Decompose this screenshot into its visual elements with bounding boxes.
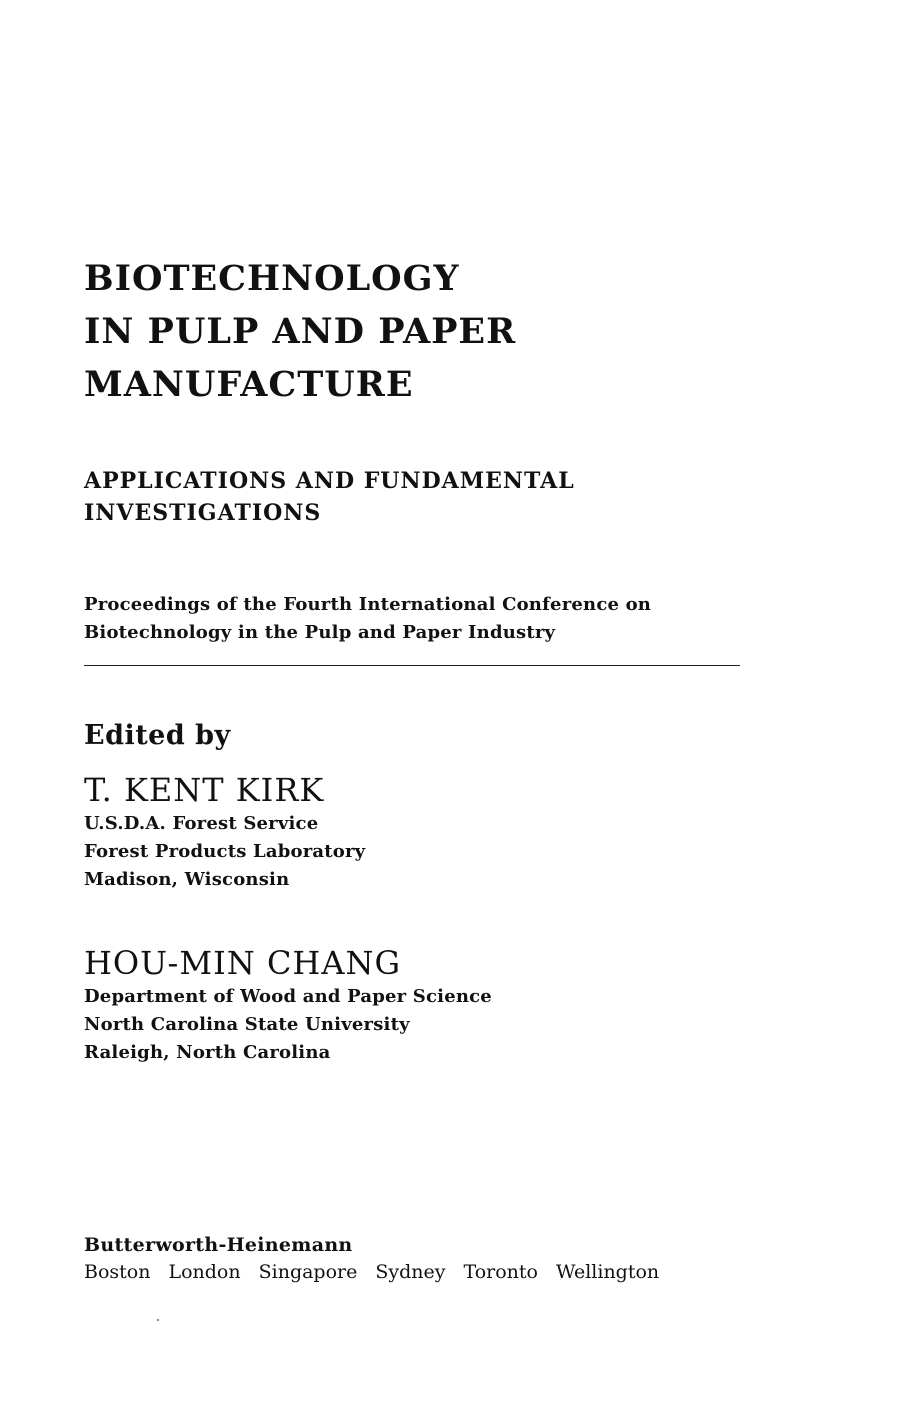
publisher-city: London <box>168 1261 241 1283</box>
editor-block-2 <box>84 943 492 1067</box>
editor-affiliation-line: U.S.D.A. Forest Service <box>84 813 319 834</box>
publisher-name: Butterworth-Heinemann <box>84 1234 353 1256</box>
print-speck <box>157 1319 159 1321</box>
editor-affiliation-line: Forest Products Laboratory <box>84 841 366 862</box>
editor-affiliation-line: Raleigh, North Carolina <box>84 1042 331 1063</box>
book-title-line-2: IN PULP AND PAPER <box>84 311 517 352</box>
publisher-city: Singapore <box>258 1261 358 1283</box>
book-subtitle-line-2: INVESTIGATIONS <box>84 500 322 526</box>
editor-name: T. KENT KIRK <box>84 771 325 809</box>
editor-affiliation-line: Department of Wood and Paper Science <box>84 986 492 1007</box>
book-title-line-3: MANUFACTURE <box>84 364 414 405</box>
proceedings-statement <box>84 591 651 647</box>
editor-affiliation-line: Madison, Wisconsin <box>84 869 290 890</box>
editor-affiliation-line: North Carolina State University <box>84 1014 410 1035</box>
proceedings-line-2: Biotechnology in the Pulp and Paper Industry <box>84 622 556 643</box>
publisher-city: Boston <box>84 1261 151 1283</box>
publisher-city: Toronto <box>463 1261 538 1283</box>
editor-block-1 <box>84 770 365 894</box>
divider-rule <box>84 665 740 666</box>
publisher-city: Wellington <box>555 1261 660 1283</box>
book-subtitle <box>84 465 575 529</box>
publisher-cities <box>84 1258 659 1286</box>
book-subtitle-line-1: APPLICATIONS AND FUNDAMENTAL <box>84 468 575 494</box>
editor-name: HOU-MIN CHANG <box>84 944 401 982</box>
proceedings-line-1: Proceedings of the Fourth International Conference on <box>84 594 652 615</box>
edited-by-label: Edited by <box>84 720 231 751</box>
book-title-line-1: BIOTECHNOLOGY <box>84 258 460 299</box>
publisher-city: Sydney <box>375 1261 446 1283</box>
book-title <box>84 252 516 411</box>
